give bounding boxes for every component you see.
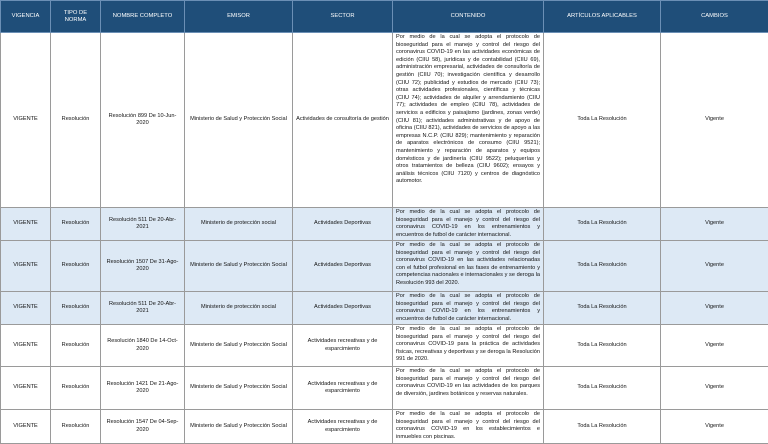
contenido-cell: Por medio de la cual se adopta el protocolo de bioseguridad para el manejo y control del riesgo del coronavirus COVID-19 en los entrenamientos y encuentros de futbol de carácter internacional. (393, 208, 544, 241)
table-row (1, 208, 768, 241)
header-articulos-aplicables: ARTÍCULOS APLICABLES (544, 1, 661, 33)
emisor-cell: Ministerio de Salud y Protección Social (185, 325, 293, 367)
cambios-cell: Vigente (661, 325, 768, 367)
nombre-cell: Resolución 511 De 20-Abr-2021 (101, 292, 185, 325)
emisor-cell: Ministerio de Salud y Protección Social (185, 241, 293, 292)
tipo-cell: Resolución (51, 410, 101, 444)
contenido-cell: Por medio de la cual se adopta el protocolo de bioseguridad para el manejo y control del riesgo del coronavirus COVID-19 en los entrenamientos y encuentros de futbol de carácter internacional. (393, 292, 544, 325)
tipo-cell: Resolución (51, 367, 101, 410)
sector-cell: Actividades Deportivas (293, 241, 393, 292)
emisor-cell: Ministerio de Salud y Protección Social (185, 410, 293, 444)
articulos-cell: Toda La Resolución (544, 208, 661, 241)
header-contenido: CONTENIDO (393, 1, 544, 33)
cambios-cell: Vigente (661, 208, 768, 241)
nombre-cell: Resolución 899 De 10-Jun-2020 (101, 33, 185, 208)
nombre-cell: Resolución 511 De 20-Abr-2021 (101, 208, 185, 241)
vigencia-cell: VIGENTE (1, 241, 51, 292)
cambios-cell: Vigente (661, 292, 768, 325)
header-nombre-completo: NOMBRE COMPLETO (101, 1, 185, 33)
vigencia-cell: VIGENTE (1, 33, 51, 208)
sector-cell: Actividades recreativas y de esparcimiento (293, 325, 393, 367)
tipo-cell: Resolución (51, 241, 101, 292)
contenido-cell: Por medio de la cual se adopta el protocolo de bioseguridad para el manejo y control del riesgo del coronavirus COVID-19 para la práctica de actividades físicas, recreativas y deportivas y se deroga la Resolución 991 de 2020. (393, 325, 544, 367)
table-row (1, 241, 768, 292)
sector-cell: Actividades Deportivas (293, 208, 393, 241)
contenido-cell: Por medio de la cual se adopta el protocolo de bioseguridad para el manejo y control del riesgo del coronavirus COVID-19 en las actividades económicas de edición (CIIU 58), jurídicas y de contabilidad (CIIU 69), administración empresarial, actividades de consultoría de gestión (CIIU 70); investigación científica y desarrollo (CIIU 72); publicidad y estudios de mercado (CIIU 73); otras actividades profesionales, científicas y técnicas (CIIU 74); actividades de alquiler y arrendamiento (CIIU 77); actividades de empleo (CIIU 78), actividades de servicios a edificios y paisajismo (jardines, zonas verde) (CIIU 81); actividades administrativas y de apoyo de oficina (CIIU 821), actividades de servicios de apoyo a las empresas N.C.P. (CIIU 829); mantenimiento y reparación de aparatos electrónicos de consumo (CIIU 9521); mantenimiento y reparación de aparatos y equipos domésticos y de jardinería (CIIU 9522); peluquerías y otros tratamientos de belleza (CIIU 9602); ensayos y análisis técnicos (CIIU 7120) y centros de diagnóstico automotor. (393, 33, 544, 208)
nombre-cell: Resolución 1507 De 31-Ago-2020 (101, 241, 185, 292)
tipo-cell: Resolución (51, 325, 101, 367)
cambios-cell: Vigente (661, 367, 768, 410)
header-row (1, 1, 768, 33)
header-cambios: CAMBIOS (661, 1, 768, 33)
sector-cell: Actividades recreativas y de esparcimiento (293, 367, 393, 410)
table-row (1, 410, 768, 444)
vigencia-cell: VIGENTE (1, 410, 51, 444)
table-row (1, 292, 768, 325)
nombre-cell: Resolución 1840 De 14-Oct-2020 (101, 325, 185, 367)
tipo-cell: Resolución (51, 208, 101, 241)
nombre-cell: Resolución 1421 De 21-Ago-2020 (101, 367, 185, 410)
sector-cell: Actividades de consultoría de gestión (293, 33, 393, 208)
header-emisor: EMISOR (185, 1, 293, 33)
articulos-cell: Toda La Resolución (544, 33, 661, 208)
cambios-cell: Vigente (661, 33, 768, 208)
emisor-cell: Ministerio de protección social (185, 292, 293, 325)
table-row (1, 325, 768, 367)
tipo-cell: Resolución (51, 33, 101, 208)
header-sector: SECTOR (293, 1, 393, 33)
cambios-cell: Vigente (661, 241, 768, 292)
contenido-cell: Por medio de la cual se adopta el protocolo de bioseguridad para el manejo y control del riesgo del coronavirus COVID-19 en las actividades relacionadas con el futbol profesional en las fases de entrenamiento y competencias nacionales e internacionales y se deroga la Resolución 993 del 2020. (393, 241, 544, 292)
header-tipo-de-norma: TIPO DE NORMA (51, 1, 101, 33)
articulos-cell: Toda La Resolución (544, 292, 661, 325)
vigencia-cell: VIGENTE (1, 367, 51, 410)
emisor-cell: Ministerio de Salud y Protección Social (185, 33, 293, 208)
table-row (1, 367, 768, 410)
articulos-cell: Toda La Resolución (544, 410, 661, 444)
cambios-cell: Vigente (661, 410, 768, 444)
articulos-cell: Toda La Resolución (544, 241, 661, 292)
header-vigencia: VIGENCIA (1, 1, 51, 33)
tipo-cell: Resolución (51, 292, 101, 325)
vigencia-cell: VIGENTE (1, 325, 51, 367)
emisor-cell: Ministerio de Salud y Protección Social (185, 367, 293, 410)
nombre-cell: Resolución 1547 De 04-Sep-2020 (101, 410, 185, 444)
sector-cell: Actividades recreativas y de esparcimiento (293, 410, 393, 444)
contenido-cell: Por medio de la cual se adopta el protocolo de bioseguridad para el manejo y control del riesgo del coronavirus COVID-19 en las actividades de los parques de diversión, jardines botánicos y reservas naturales. (393, 367, 544, 410)
articulos-cell: Toda La Resolución (544, 367, 661, 410)
table-row (1, 33, 768, 208)
sector-cell: Actividades Deportivas (293, 292, 393, 325)
articulos-cell: Toda La Resolución (544, 325, 661, 367)
vigencia-cell: VIGENTE (1, 292, 51, 325)
contenido-cell: Por medio de la cual se adopta el protocolo de bioseguridad para el manejo y control del riesgo del coronavirus COVID-19 en los establecimientos e inmuebles con piscinas. (393, 410, 544, 444)
emisor-cell: Ministerio de protección social (185, 208, 293, 241)
vigencia-cell: VIGENTE (1, 208, 51, 241)
